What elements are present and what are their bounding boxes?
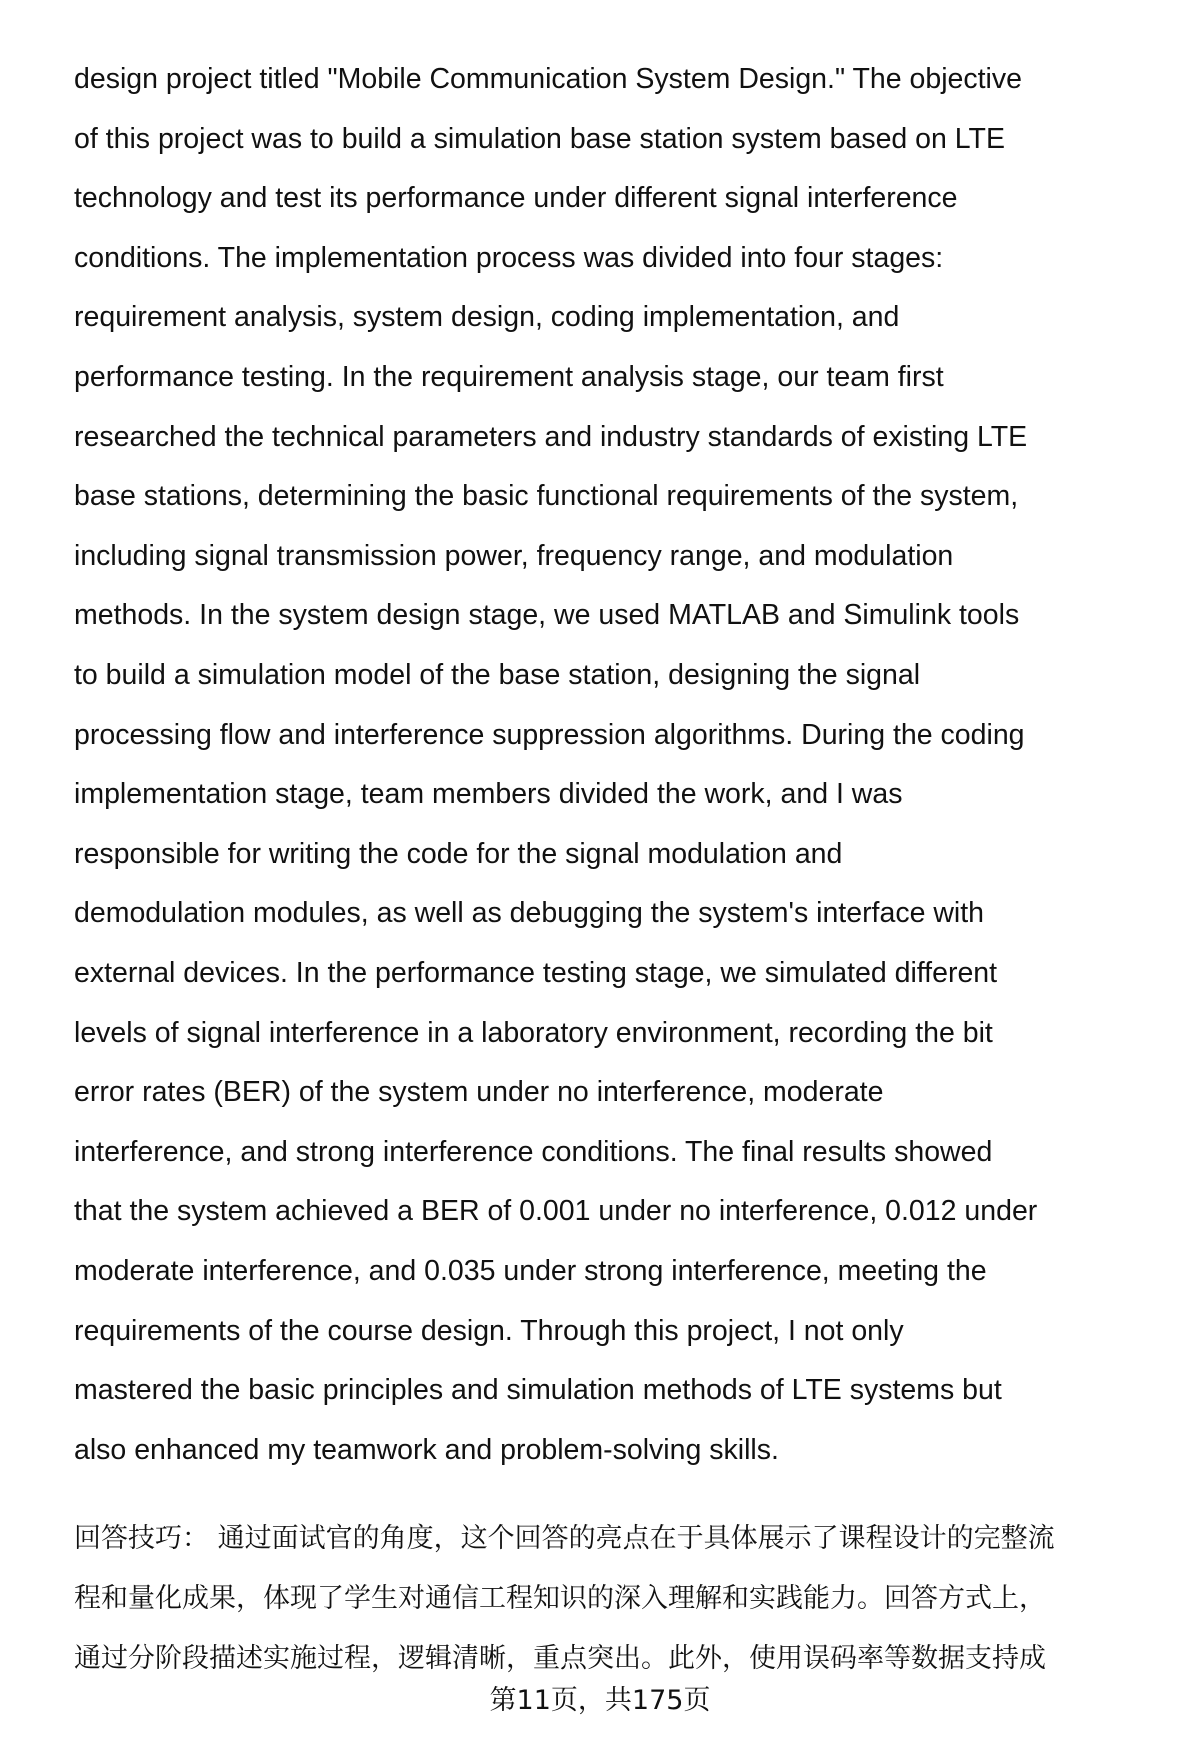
body-text-line: design project titled "Mobile Communication System Design." The objective (74, 63, 1022, 95)
body-text-line: that the system achieved a BER of 0.001 under no interference, 0.012 under (74, 1195, 1038, 1228)
body-text-line: external devices. In the performance testing stage, we simulated different (74, 957, 998, 989)
body-text-line: including signal transmission power, frequency range, and modulation (74, 539, 954, 572)
body-text-line: conditions. The implementation process was divided into four stages: (74, 241, 944, 274)
body-text-line: researched the technical parameters and industry standards of existing LTE (74, 420, 1028, 453)
body-text-line: responsible for writing the code for the signal modulation and (74, 837, 843, 870)
tips-text-line: 程和量化成果，体现了学生对通信工程知识的深入理解和实践能力。回答方式上， (74, 1583, 1046, 1614)
body-text-line: interference, and strong interference conditions. The final results showed (74, 1135, 993, 1168)
body-text-line: levels of signal interference in a laboratory environment, recording the bit (74, 1016, 993, 1049)
body-text-line: moderate interference, and 0.035 under strong interference, meeting the (74, 1255, 987, 1287)
body-text-line: to build a simulation model of the base station, designing the signal (74, 659, 921, 691)
body-text-line: processing flow and interference suppression algorithms. During the coding (74, 718, 1025, 751)
body-text-line: methods. In the system design stage, we used MATLAB and Simulink tools (74, 599, 1020, 632)
tips-text-line: 通过分阶段描述实施过程，逻辑清晰，重点突出。此外，使用误码率等数据支持成 (74, 1643, 1046, 1674)
page-number: 第11页，共175页 (489, 1685, 711, 1716)
body-text-line: also enhanced my teamwork and problem-solving skills. (74, 1433, 779, 1466)
body-text-line: requirement analysis, system design, coding implementation, and (74, 301, 900, 334)
body-text-line: demodulation modules, as well as debugging the system's interface with (74, 897, 985, 930)
body-text-line: error rates (BER) of the system under no interference, moderate (74, 1076, 884, 1109)
body-text-line: performance testing. In the requirement analysis stage, our team first (74, 361, 944, 393)
body-text-line: of this project was to build a simulation base station system based on LTE (74, 122, 1005, 155)
body-text-line: mastered the basic principles and simulation methods of LTE systems but (74, 1374, 1002, 1407)
body-text-line: requirements of the course design. Through this project, I not only (74, 1314, 904, 1347)
tips-text-line: 回答技巧： 通过面试官的角度，这个回答的亮点在于具体展示了课程设计的完整流 (74, 1523, 1055, 1554)
body-text-line: implementation stage, team members divided the work, and I was (74, 778, 903, 811)
body-text-line: base stations, determining the basic functional requirements of the system, (74, 480, 1019, 513)
body-text-line: technology and test its performance under different signal interference (74, 182, 958, 215)
